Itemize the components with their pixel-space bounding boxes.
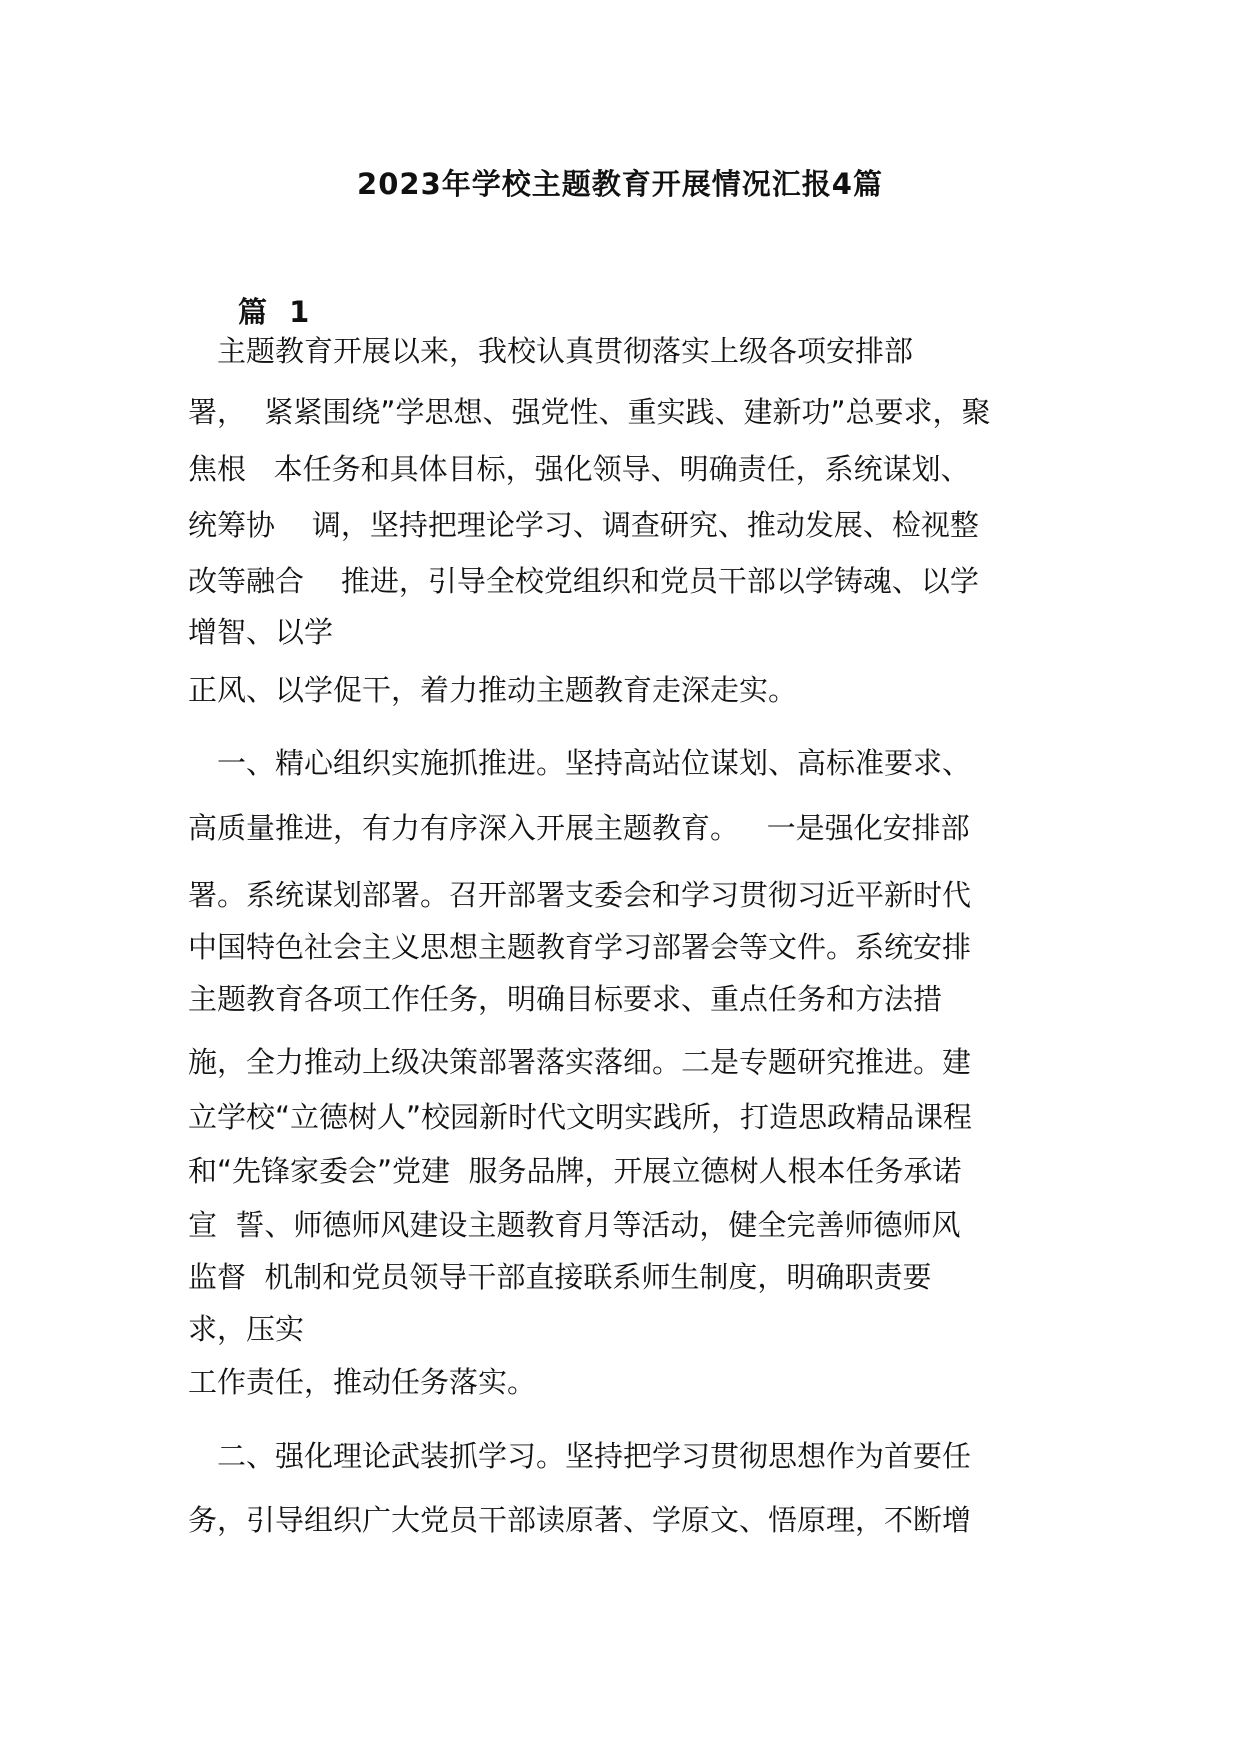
- paragraph-line: 和“先锋家委会”党建 服务品牌，开展立德树人根本任务承诺: [188, 1154, 962, 1188]
- paragraph-line: 主题教育开展以来，我校认真贯彻落实上级各项安排部: [188, 334, 914, 368]
- paragraph-line: 正风、以学促干，着力推动主题教育走深走实。: [188, 673, 798, 707]
- paragraph-line: 中国特色社会主义思想主题教育学习部署会等文件。系统安排: [188, 930, 972, 964]
- paragraph-line: 监督 机制和党员领导干部直接联系师生制度，明确职责要: [188, 1260, 932, 1294]
- paragraph-line: 高质量推进，有力有序深入开展主题教育。 一是强化安排部: [188, 811, 970, 845]
- paragraph-line: 务，引导组织广大党员干部读原著、学原文、悟原理，不断增: [188, 1503, 972, 1537]
- section-heading: 篇 1: [238, 295, 316, 329]
- paragraph-line: 主题教育各项工作任务，明确目标要求、重点任务和方法措: [188, 982, 943, 1016]
- paragraph-line: 立学校“立德树人”校园新时代文明实践所，打造思政精品课程: [188, 1100, 973, 1134]
- paragraph-line: 改等融合 推进，引导全校党组织和党员干部以学铸魂、以学: [188, 564, 979, 598]
- paragraph-line: 署。系统谋划部署。召开部署支委会和学习贯彻习近平新时代: [188, 878, 972, 912]
- paragraph-line: 增智、以学: [188, 615, 334, 649]
- paragraph-line: 工作责任，推动任务落实。: [188, 1365, 537, 1399]
- document-title: 2023年学校主题教育开展情况汇报4篇: [357, 167, 883, 201]
- paragraph-line: 署， 紧紧围绕”学思想、强党性、重实践、建新功”总要求，聚: [188, 395, 991, 429]
- paragraph-line: 统筹协 调，坚持把理论学习、调查研究、推动发展、检视整: [188, 508, 979, 542]
- paragraph-line: 焦根 本任务和具体目标，强化领导、明确责任，系统谋划、: [188, 452, 970, 486]
- paragraph-line: 二、强化理论武装抓学习。坚持把学习贯彻思想作为首要任: [188, 1439, 972, 1473]
- paragraph-line: 施，全力推动上级决策部署落实落细。二是专题研究推进。建: [188, 1045, 972, 1079]
- paragraph-line: 宣 誓、师德师风建设主题教育月等活动，健全完善师德师风: [188, 1208, 961, 1242]
- paragraph-line: 一、精心组织实施抓推进。坚持高站位谋划、高标准要求、: [188, 746, 972, 780]
- paragraph-line: 求，压实: [188, 1312, 305, 1346]
